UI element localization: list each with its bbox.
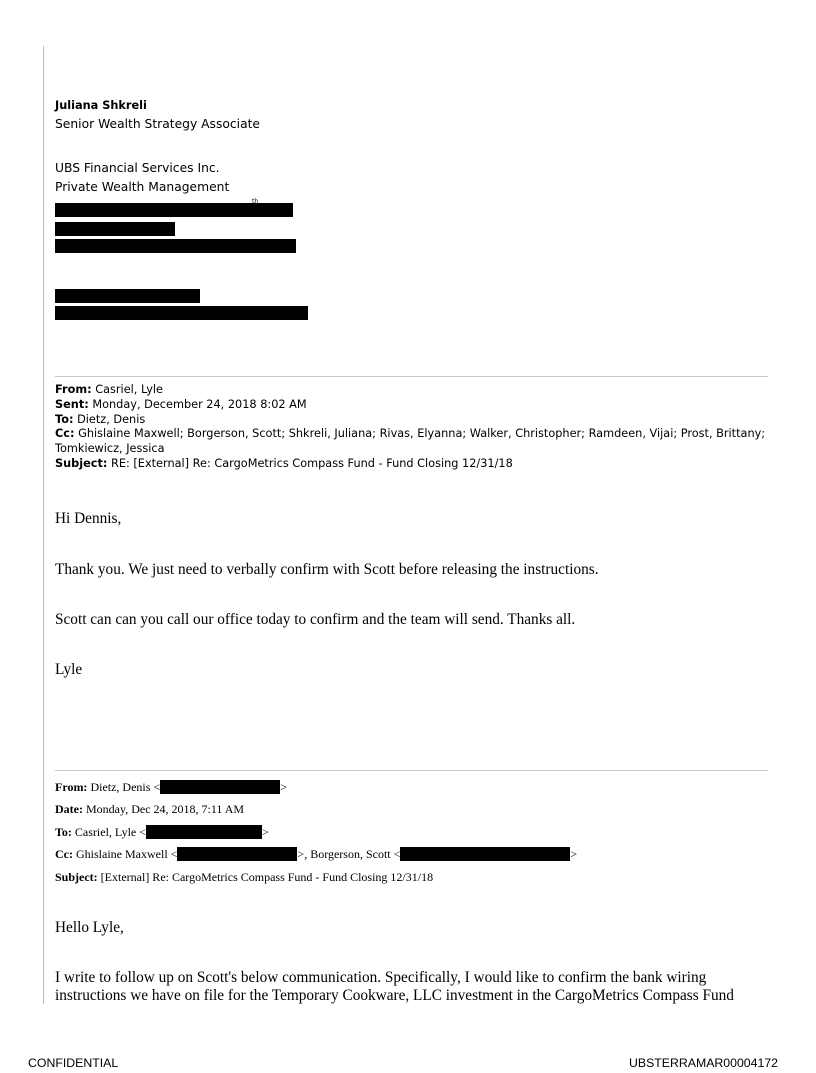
redaction-from-email (160, 780, 280, 794)
email2-cc-line (55, 846, 577, 862)
email2-cc-mid: >, Borgerson, Scott < (297, 847, 401, 861)
redaction-email (55, 289, 200, 303)
footer-bates-number: UBSTERRAMAR00004172 (629, 1056, 778, 1070)
email1-subject: RE: [External] Re: CargoMetrics Compass Fund - Fund Closing 12/31/18 (111, 456, 513, 470)
email2-to-close: > (262, 825, 269, 839)
email2-to: Casriel, Lyle < (74, 825, 146, 839)
email1-paragraph-1: Thank you. We just need to verbally confirm with Scott before releasing the instructions. (55, 561, 599, 578)
email1-header (55, 383, 770, 472)
redaction-to-email (146, 825, 262, 839)
email2-from-line (55, 779, 287, 795)
email1-sent: Monday, December 24, 2018 8:02 AM (92, 397, 307, 411)
email2-greeting: Hello Lyle, (55, 919, 124, 936)
redaction-city (55, 222, 175, 236)
address-superscript: th (252, 198, 259, 205)
email1-cc-label: Cc: (55, 427, 75, 441)
email2-date-line (55, 801, 244, 817)
signature-title: Senior Wealth Strategy Associate (55, 117, 260, 131)
email2-subject-line (55, 869, 433, 885)
email1-to: Dietz, Denis (77, 412, 146, 426)
email2-date: Monday, Dec 24, 2018, 7:11 AM (85, 802, 245, 816)
quote-bar (43, 46, 44, 1004)
email2-paragraph-line-2: instructions we have on file for the Temporary Cookware, LLC investment in the CargoMetrics Compass Fund (55, 987, 734, 1004)
redaction-link (55, 306, 308, 320)
signature-name: Juliana Shkreli (55, 99, 147, 112)
email1-paragraph-2: Scott can can you call our office today to confirm and the team will send. Thanks all. (55, 611, 576, 628)
redaction-cc-email-2 (400, 847, 570, 861)
email2-cc-1: Ghislaine Maxwell < (76, 847, 178, 861)
email2-paragraph-line-1: I write to follow up on Scott's below communication. Specifically, I would like to confirm the bank wiring (55, 969, 707, 986)
divider-1 (55, 376, 768, 377)
signature-block (55, 96, 260, 197)
email1-subject-label: Subject: (55, 456, 108, 470)
email1-sent-label: Sent: (55, 397, 89, 411)
redaction-cc-email-1 (177, 847, 297, 861)
email2-from: Dietz, Denis < (90, 780, 161, 794)
email2-date-label: Date: (55, 802, 83, 816)
email1-signoff: Lyle (55, 661, 83, 678)
email1-from-label: From: (55, 383, 92, 396)
redaction-phone (55, 239, 296, 253)
signature-company: UBS Financial Services Inc. (55, 161, 220, 175)
email2-cc-label: Cc: (55, 847, 73, 861)
email2-to-line (55, 824, 269, 840)
email1-cc: Ghislaine Maxwell; Borgerson, Scott; Shkreli, Juliana; Rivas, Elyanna; Walker, Christopher; Ramdeen, Vijai; Prost, Brittany; Tomkiewicz, Jessica (55, 427, 766, 456)
email1-greeting: Hi Dennis, (55, 510, 122, 527)
email1-to-label: To: (55, 412, 74, 426)
email2-subject-label: Subject: (55, 870, 98, 884)
email2-subject: [External] Re: CargoMetrics Compass Fund - Fund Closing 12/31/18 (100, 870, 434, 884)
email2-from-close: > (280, 780, 287, 794)
email2-from-label: From: (55, 780, 88, 794)
signature-division: Private Wealth Management (55, 180, 230, 194)
email2-to-label: To: (55, 825, 72, 839)
email2-cc-close: > (570, 847, 578, 861)
redaction-address (55, 203, 293, 217)
divider-2 (55, 770, 768, 771)
footer-confidential: CONFIDENTIAL (28, 1056, 119, 1070)
email1-from: Casriel, Lyle (95, 383, 163, 396)
